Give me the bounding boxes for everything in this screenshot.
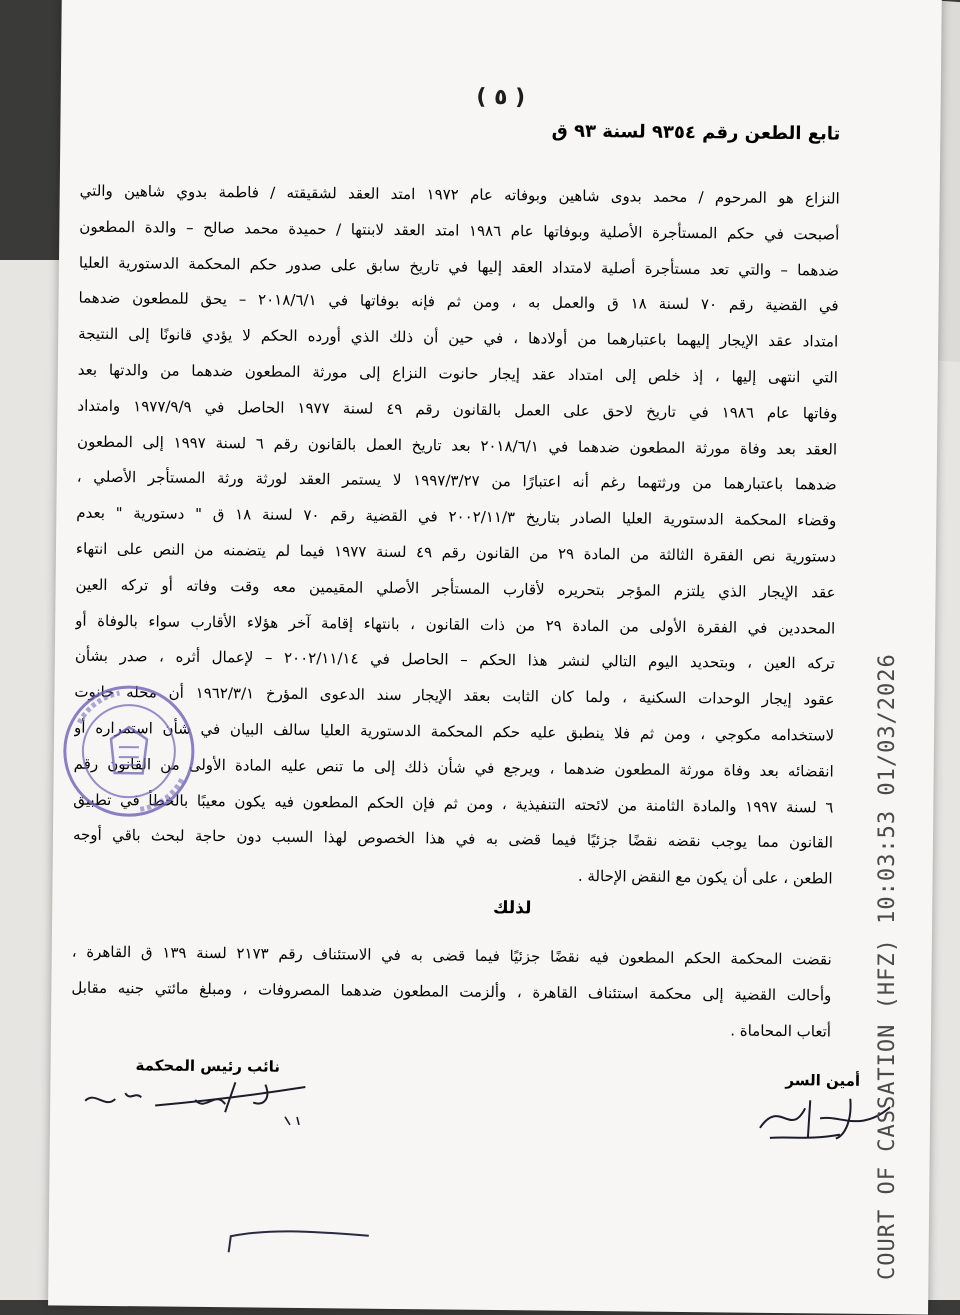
body-line: الطعن ، على أن يكون مع النقض الإحالة . xyxy=(577,867,833,888)
body-line: أصبحت في حكم المستأجرة الأصلية وبوفاتها عام ١٩٨٦ امتد العقد لابنتها / حميدة محمد صالح – والدة المطعون xyxy=(79,217,840,244)
section-heading: لذلك xyxy=(492,897,532,919)
case-header: تابع الطعن رقم ٩٣٥٤ لسنة ٩٣ ق xyxy=(551,120,841,145)
body-line: القانون مما يوجب نقضه نقضًا جزئيًا فيما قضى به في هذا الخصوص لهذا السبب دون حاجة لبحث باقي أوجه xyxy=(72,825,834,852)
body-line: العقد بعد وفاة مورثة المطعون ضدهما في ٢٠١٨/٦/١ بعد تاريخ العمل بالقانون رقم ٦ لسنة ١٩٩٧ إلى المطعون xyxy=(77,432,838,459)
signature-title-secretary: أمين السر xyxy=(785,1071,861,1090)
decision-line: أتعاب المحاماة . xyxy=(730,1021,832,1041)
body-line: عقد الإيجار الذي يلتزم المؤجر بتحريره لأقارب المستأجر الأصلي المقيمين معه وقت وفاته أو تركه العين xyxy=(75,575,836,602)
body-line: ضدهما باعتبارهما من ورثتهما رغم أنه اعتبارًا من ١٩٩٧/٣/٢٧ لا يستمر العقد لورثة ورثة المستأجر الأصلي ، xyxy=(76,467,837,494)
body-line: انقضائه بعد وفاة مورثة المطعون ضدهما ، ويرجع في شأن ذلك إلى ما تنص عليه المادة الأولى من القانون رقم xyxy=(73,754,834,781)
body-line: لاستخدامه مكوجي ، ومن ثم فلا ينطبق عليه حكم المحكمة الدستورية العليا سالف البيان في شأن استمراره أو xyxy=(74,718,835,745)
body-line: دستورية نص الفقرة الثالثة من المادة ٢٩ من القانون رقم ٤٩ لسنة ١٩٧٧ فيما لم يتضمنه من النص على انتهاء xyxy=(75,539,837,566)
signature-title-deputy-president: نائب رئيس المحكمة xyxy=(135,1056,281,1076)
body-line: عقود إيجار الوحدات السكنية ، ولما كان الثابت بعقد الإيجار سند الدعوى المؤرخ ١٩٦٢/٣/١ أن محله حانوت xyxy=(74,682,835,709)
body-line: في القضية رقم ٧٠ لسنة ١٨ ق والعمل به ، ومن ثم فإنه بوفاتها في ٢٠١٨/٦/١ – يحق للمطعون ضدهما xyxy=(78,289,839,315)
body-line: ضدهما – والتي تعد مستأجرة أصلية لامتداد العقد إليها في تاريخ سابق على صدور حكم المحكمة الدستورية العليا xyxy=(78,253,840,280)
page-number: ( ٥ ) xyxy=(476,84,526,111)
body-line: النزاع هو المرحوم / محمد بدوى شاهين وبوفاته عام ١٩٧٢ امتد العقد لشقيقته / فاطمة بدوي شاهين والتي xyxy=(79,181,840,208)
decision-text xyxy=(71,934,832,1050)
body-line: وقضاء المحكمة الدستورية العليا الصادر بتاريخ ٢٠٠٢/١١/٣ في القضية رقم ٧٠ لسنة ١٨ ق " دستورية " بعدم xyxy=(76,503,837,530)
decision-line: وأحالت القضية إلى محكمة استئناف القاهرة ، وألزمت المطعون ضدهما المصروفات ، ومبلغ مائتي جنيه مقابل xyxy=(71,978,832,1005)
official-seal-stamp xyxy=(58,680,199,821)
signature-deputy-president xyxy=(75,1071,316,1134)
decision-line: نقضت المحكمة الحكم المطعون فيه نقضًا جزئيًا فيما قضى به في الاستئناف رقم ٢١٧٣ لسنة ١٣٩ ق القاهرة ، xyxy=(71,942,832,969)
body-line: المحددين في الفقرة الأولى من المادة ٢٩ من ذات القانون ، بانتهاء إقامة آخر هؤلاء الأقارب سواء بالوفاة أو xyxy=(75,611,836,638)
body-line: ٦ لسنة ١٩٩٧ والمادة الثامنة من لائحته التنفيذية ، ومن ثم فإن الحكم المطعون فيه يكون معيبًا بالخطأ في تطبيق xyxy=(73,790,834,817)
body-line: امتداد عقد الإيجار إليهما باعتبارهما من أولادها ، في حين أن ذلك الذي أورده الحكم لا يؤدي قانونًا إلى النتيجة xyxy=(78,324,839,351)
bottom-pen-mark xyxy=(219,1222,379,1264)
body-line: تركه العين ، وبتحديد اليوم التالي لنشر هذا الحكم – الحاصل في ٢٠٠٢/١١/١٤ – لإعمال أثره ، صدر بشأن xyxy=(74,646,835,673)
court-timestamp-stamp: COURT OF CASSATION (HFZ) 10:03:53 01/03/2026 xyxy=(875,653,900,1280)
document-page xyxy=(48,0,942,1315)
body-line: التي انتهى إليها ، إذ خلص إلى امتداد عقد إيجار حانوت النزاع إلى مورثة المطعون ضدهما من والدتها بعد xyxy=(77,360,838,387)
body-line: وفاتها عام ١٩٨٦ في تاريخ لاحق على العمل بالقانون رقم ٤٩ لسنة ١٩٧٧ الحاصل في ١٩٧٧/٩/٩ وامتداد xyxy=(77,396,838,423)
